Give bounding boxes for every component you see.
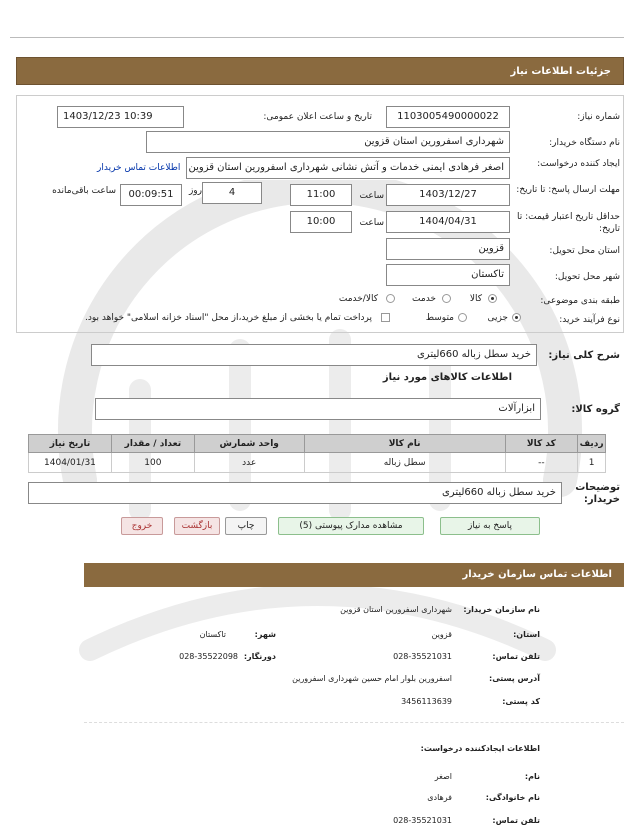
cell-code: -- [505, 453, 578, 473]
contact-address-value: اسفرورین بلوار امام حسین شهرداری اسفرورین [292, 674, 452, 683]
need-number-label: شماره نیاز: [577, 112, 620, 122]
col-name: نام کالا [304, 435, 505, 453]
creator-label: ایجاد کننده درخواست: [537, 159, 620, 169]
city-label: شهر محل تحویل: [554, 272, 620, 282]
reply-button[interactable]: پاسخ به نیاز [440, 517, 540, 535]
category-label: طبقه بندی موضوعی: [540, 296, 620, 306]
category-option-service: خدمت [412, 294, 436, 304]
table-header-row [29, 435, 606, 453]
deadline-label: مهلت ارسال پاسخ: تا تاریخ: [516, 185, 620, 195]
summary-label: شرح کلی نیاز: [548, 350, 620, 361]
contact-city-value: تاکستان [199, 630, 226, 639]
creator-info-title: اطلاعات ایجادکننده درخواست: [420, 744, 540, 753]
province-label: استان محل تحویل: [549, 246, 620, 256]
announce-label: تاریخ و ساعت اعلان عمومی: [263, 112, 372, 122]
creator-phone-label: تلفن تماس: [492, 816, 540, 825]
contact-divider [84, 722, 624, 723]
creator-family-label: نام خانوادگی: [485, 793, 540, 802]
goods-section-title: اطلاعات کالاهای مورد نیاز [382, 372, 512, 383]
deadline-time-field: 11:00 [290, 184, 352, 206]
back-button[interactable]: بازگشت [174, 517, 220, 535]
purchase-type-label: نوع فرآیند خرید: [559, 315, 620, 325]
validity-label: حداقل تاریخ اعتبار قیمت: تا تاریخ: [517, 212, 620, 234]
category-option-both: کالا/خدمت [338, 294, 378, 304]
contact-fax-label: دورنگار: [243, 652, 276, 661]
treasury-payment-checkbox[interactable] [381, 313, 390, 322]
buyer-org-field: شهرداری اسفرورین استان قزوین [146, 131, 510, 153]
table-row [29, 453, 606, 473]
purchase-option-medium: متوسط [425, 313, 454, 323]
contact-org-label: نام سازمان خریدار: [463, 605, 540, 614]
category-option-goods: کالا [469, 294, 482, 304]
validity-time-field: 10:00 [290, 211, 352, 233]
contact-postal-value: 3456113639 [401, 697, 452, 706]
remaining-field: 00:09:51 [120, 184, 182, 206]
contact-province-label: استان: [513, 630, 540, 639]
col-row: ردیف [578, 435, 606, 453]
deadline-time-label: ساعت [359, 191, 384, 201]
contact-phone-value: 028-35521031 [393, 652, 452, 661]
remaining-label: ساعت باقی‌مانده [52, 186, 116, 196]
cell-need-date: 1404/01/31 [29, 453, 112, 473]
col-need-date: تاریخ نیاز [29, 435, 112, 453]
contact-section-title: اطلاعات تماس سازمان خریدار [84, 563, 624, 587]
creator-field: اصغر فرهادی ایمنی خدمات و آتش نشانی شهرداری اسفرورین استان قزوین [186, 157, 510, 179]
purchase-option-partial: جزیی [487, 313, 508, 323]
treasury-payment-note: پرداخت تمام یا بخشی از مبلغ خرید،از محل "اسناد خزانه اسلامی" خواهد بود. [84, 313, 372, 323]
buyer-notes-field: خرید سطل زباله 660لیتری [28, 482, 562, 504]
announce-field: 1403/12/23 10:39 [57, 106, 184, 128]
contact-fax-value: 028-35522098 [179, 652, 238, 661]
creator-phone-value: 028-35521031 [393, 816, 452, 825]
need-number-field: 1103005490000022 [386, 106, 510, 128]
col-code: کد کالا [505, 435, 578, 453]
summary-field: خرید سطل زباله 660لیتری [91, 344, 537, 366]
category-radio-service[interactable] [442, 294, 451, 303]
contact-city-label: شهر: [254, 630, 276, 639]
cell-quantity: 100 [111, 453, 194, 473]
contact-address-label: آدرس پستی: [489, 674, 540, 683]
exit-button[interactable]: خروج [121, 517, 163, 535]
validity-date-field: 1404/04/31 [386, 211, 510, 233]
cell-row: 1 [578, 453, 606, 473]
contact-phone-label: تلفن تماس: [492, 652, 540, 661]
cell-unit: عدد [194, 453, 304, 473]
purchase-radio-medium[interactable] [458, 313, 467, 322]
days-label: روز [188, 186, 202, 196]
goods-group-field: ابزارآلات [95, 398, 541, 420]
creator-family-value: فرهادی [427, 793, 452, 802]
buyer-notes-label: توضیحات خریدار: [575, 482, 620, 505]
view-documents-button[interactable]: مشاهده مدارک پیوستی (5) [278, 517, 424, 535]
print-button[interactable]: چاپ [225, 517, 267, 535]
category-radio-goods[interactable] [488, 294, 497, 303]
creator-name-value: اصغر [434, 772, 452, 781]
category-radio-both[interactable] [386, 294, 395, 303]
contact-postal-label: کد پستی: [502, 697, 540, 706]
col-quantity: تعداد / مقدار [111, 435, 194, 453]
contact-province-value: قزوین [431, 630, 452, 639]
validity-time-label: ساعت [359, 218, 384, 228]
city-field: تاکستان [386, 264, 510, 286]
purchase-radio-partial[interactable] [512, 313, 521, 322]
buyer-org-label: نام دستگاه خریدار: [549, 138, 620, 148]
creator-name-label: نام: [524, 772, 540, 781]
contact-org-value: شهرداری اسفرورین استان قزوین [340, 605, 452, 614]
top-divider [10, 37, 624, 38]
cell-name: سطل زباله [304, 453, 505, 473]
deadline-date-field: 1403/12/27 [386, 184, 510, 206]
goods-table [28, 434, 606, 473]
page-title: جزئیات اطلاعات نیاز [16, 57, 624, 85]
province-field: قزوین [386, 238, 510, 260]
goods-group-label: گروه کالا: [571, 404, 620, 415]
col-unit: واحد شمارش [194, 435, 304, 453]
buyer-contact-link[interactable]: اطلاعات تماس خریدار [97, 163, 181, 173]
days-field: 4 [202, 182, 262, 204]
